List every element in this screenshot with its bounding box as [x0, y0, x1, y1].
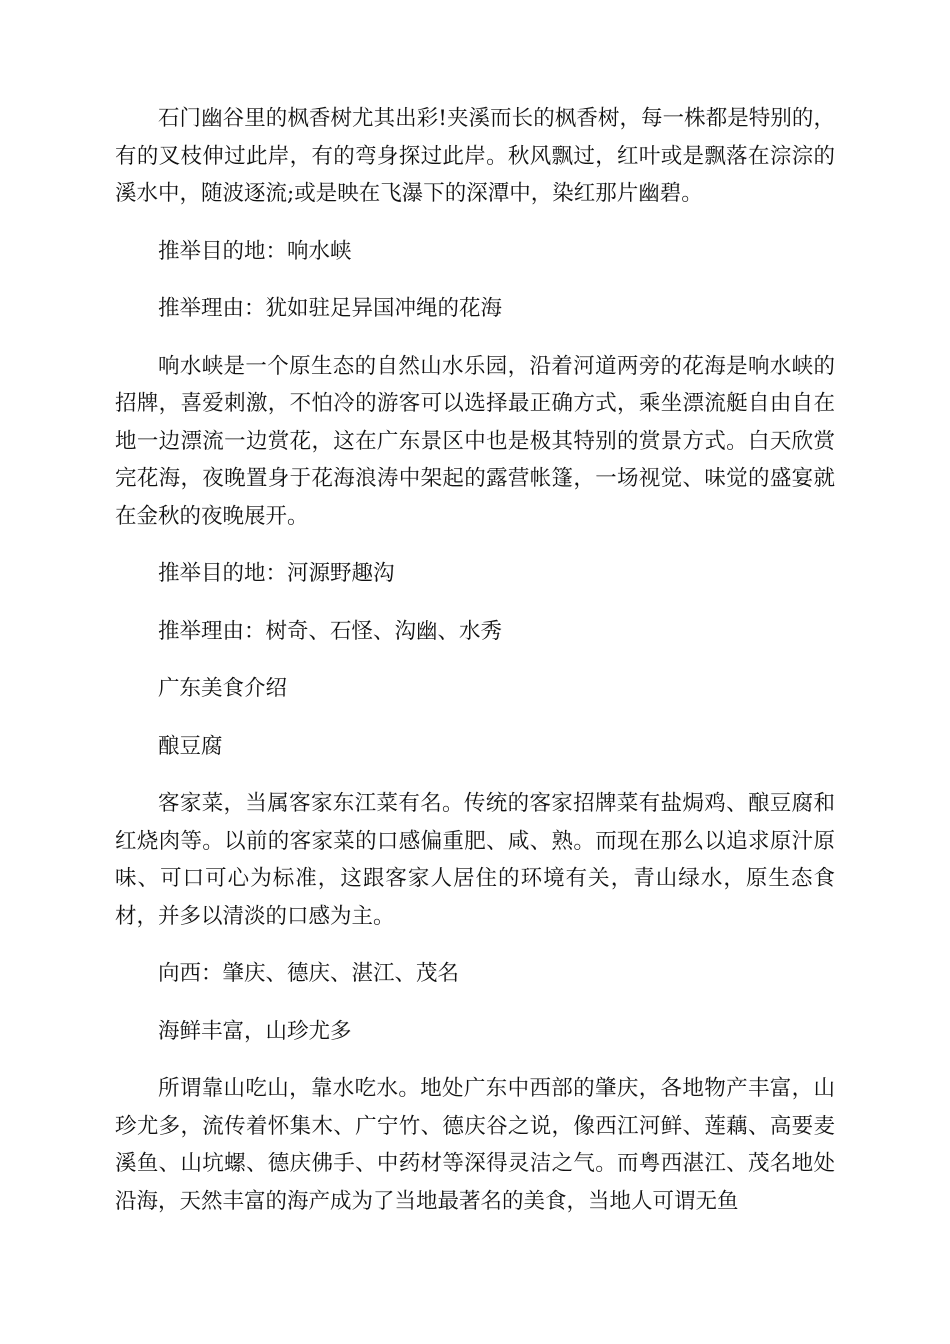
paragraph-hakka-cuisine: 客家菜，当属客家东江菜有名。传统的客家招牌菜有盐焗鸡、酿豆腐和红烧肉等。以前的客家菜的口感偏重肥、咸、熟。而现在那么以追求原汁原味、可口可心为标准，这跟客家人居住的环境有关，青山绿水，原生态食材，并多以清淡的口感为主。 [115, 791, 835, 929]
document-page [115, 100, 835, 1240]
heading-seafood-delicacies: 海鲜丰富，山珍尤多 [158, 1018, 352, 1044]
recommended-destination-heyuan: 推举目的地：河源野趣沟 [158, 561, 395, 586]
paragraph-shimen-maples: 石门幽谷里的枫香树尤其出彩!夹溪而长的枫香树，每一株都是特别的，有的叉枝伸过此岸，有的弯身探过此岸。秋风飘过，红叶或是飘落在淙淙的溪水中，随波逐流;或是映在飞瀑下的深潭中，染红那片幽碧。 [115, 106, 835, 206]
recommended-reason-heyuan: 推举理由：树奇、石怪、沟幽、水秀 [158, 618, 503, 644]
section-heading-guangdong-food: 广东美食介绍 [158, 676, 288, 701]
dish-heading-stuffed-tofu: 酿豆腐 [158, 733, 223, 759]
paragraph-xiangshuixia: 响水峡是一个原生态的自然山水乐园，沿着河道两旁的花海是响水峡的招牌，喜爱刺激，不怕冷的游客可以选择最正确方式，乘坐漂流艇自由自在地一边漂流一边赏花，这在广东景区中也是极其特别的赏景方式。白天欣赏完花海，夜晚置身于花海浪涛中架起的露营帐篷，一场视觉、味觉的盛宴就在金秋的夜晚展开。 [115, 353, 835, 529]
paragraph-western-guangdong: 所谓靠山吃山，靠水吃水。地处广东中西部的肇庆，各地物产丰富，山珍尤多，流传着怀集木、广宁竹、德庆谷之说，像西江河鲜、莲藕、高要麦溪鱼、山坑螺、德庆佛手、中药材等深得灵洁之气。而粤西湛江、茂名地处沿海，天然丰富的海产成为了当地最著名的美食，当地人可谓无鱼 [115, 1076, 835, 1214]
recommended-destination-xiangshuixia: 推举目的地：响水峡 [158, 238, 352, 264]
recommended-reason-xiangshuixia: 推举理由：犹如驻足异国冲绳的花海 [158, 296, 503, 321]
heading-west-cities: 向西：肇庆、德庆、湛江、茂名 [158, 961, 460, 986]
